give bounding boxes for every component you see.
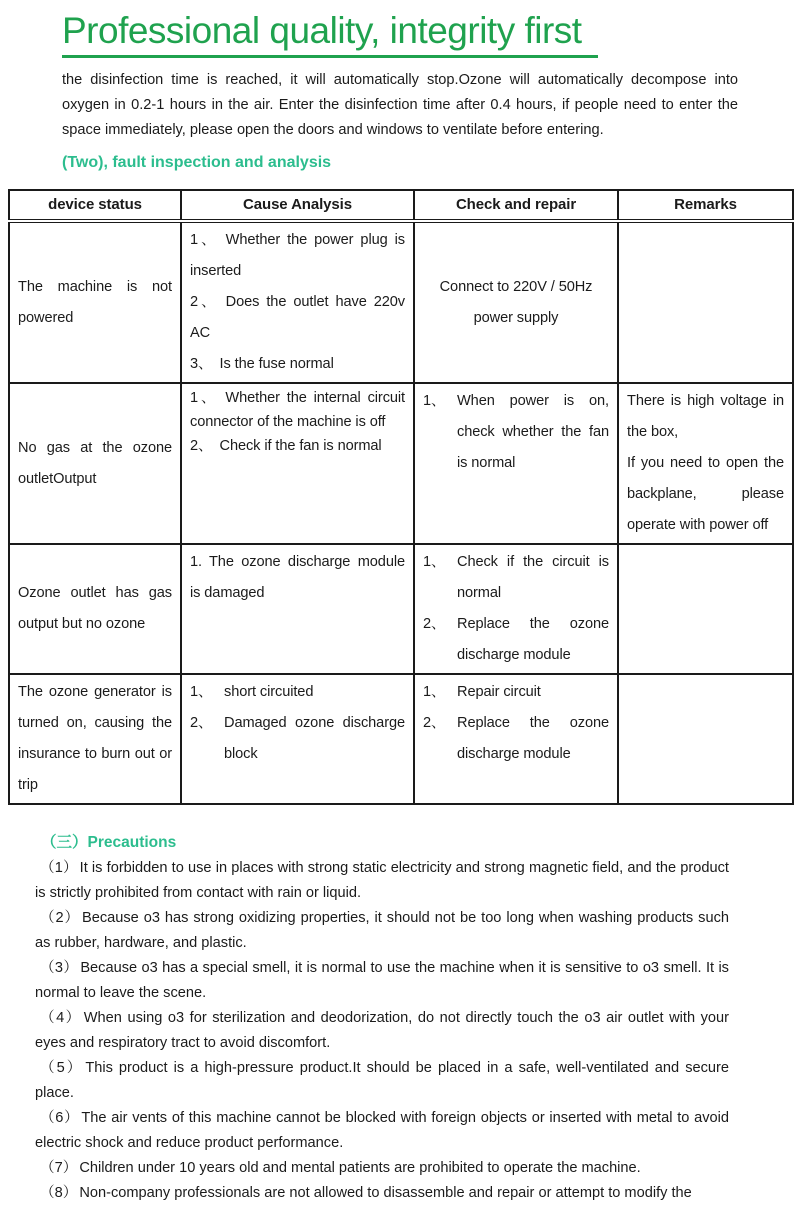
table-row-machine-not-powered xyxy=(9,221,793,383)
remark-paragraph: If you need to open the backplane, please operate with power off xyxy=(627,455,784,533)
cell-check-and-repair: Connect to 220V / 50Hz power supply xyxy=(414,221,618,383)
cell-remarks-empty xyxy=(618,544,793,674)
cell-remarks-empty xyxy=(618,674,793,804)
list-item-number: 1、 xyxy=(423,393,446,409)
table-row-no-gas-at-outlet xyxy=(9,383,793,544)
cell-remarks xyxy=(618,383,793,544)
list-item-text: Is the fuse normal xyxy=(219,356,334,372)
list-item xyxy=(423,677,609,708)
precaution-item-2 xyxy=(35,906,729,956)
list-item-number: 2、 xyxy=(190,294,219,310)
cell-check-and-repair xyxy=(414,544,618,674)
precaution-item-7 xyxy=(35,1156,729,1181)
cell-remarks-empty xyxy=(618,221,793,383)
precaution-item-5 xyxy=(35,1056,729,1106)
precautions-heading-label: Precautions xyxy=(87,834,177,851)
list-item-text: Does the outlet have 220v AC xyxy=(190,294,405,341)
precaution-text: Children under 10 years old and mental patients are prohibited to operate the machine. xyxy=(79,1160,641,1176)
precautions-heading-prefix: （三） xyxy=(41,834,88,851)
list-item xyxy=(190,349,405,380)
cell-device-status: No gas at the ozone outletOutput xyxy=(9,383,181,544)
precaution-number: （4） xyxy=(40,1010,82,1026)
precaution-item-1 xyxy=(35,856,729,906)
precautions-heading xyxy=(35,830,729,856)
cell-device-status: Ozone outlet has gas output but no ozone xyxy=(9,544,181,674)
list-item xyxy=(423,609,609,671)
precaution-text: It is forbidden to use in places with strong static electricity and strong magnetic field, and the product is strictly prohibited from contact with rain or liquid. xyxy=(35,860,729,901)
precaution-number: （3） xyxy=(40,960,79,976)
cell-cause-analysis xyxy=(181,674,414,804)
table-row-generator-insurance-trip xyxy=(9,674,793,804)
list-item-number: 1. xyxy=(190,554,202,570)
precaution-item-3 xyxy=(35,956,729,1006)
list-item-text: Check if the fan is normal xyxy=(219,438,382,454)
list-item xyxy=(190,708,405,770)
list-item-number: 3、 xyxy=(190,356,213,372)
list-item xyxy=(423,708,609,770)
cell-cause-analysis xyxy=(181,383,414,544)
manual-page xyxy=(0,10,800,1201)
col-header-cause-analysis: Cause Analysis xyxy=(181,190,414,221)
precaution-number: （5） xyxy=(40,1060,84,1076)
list-item xyxy=(190,434,405,458)
col-header-remarks: Remarks xyxy=(618,190,793,221)
list-item-number: 1、 xyxy=(423,554,446,570)
cell-cause-analysis xyxy=(181,221,414,383)
intro-paragraph: the disinfection time is reached, it will automatically stop.Ozone will automatically decompose into oxygen in 0.2-1 hours in the air. Enter the disinfection time after 0.4 hours, if people need to enter the space immediately, please open the doors and windows to ventilate before entering. xyxy=(62,72,738,138)
table-row-gas-but-no-ozone xyxy=(9,544,793,674)
precaution-text: The air vents of this machine cannot be blocked with foreign objects or inserted with metal to avoid electric shock and reduce product performance. xyxy=(35,1110,729,1151)
list-item-text: When power is on, check whether the fan is normal xyxy=(457,393,609,471)
remark-paragraph: There is high voltage in the box, xyxy=(627,393,784,440)
page-title-text: Professional quality, integrity first xyxy=(62,10,598,58)
list-item-text: Replace the ozone discharge module xyxy=(457,715,609,762)
list-item-text: short circuited xyxy=(224,684,314,700)
cell-check-and-repair xyxy=(414,674,618,804)
precaution-number: （7） xyxy=(40,1160,78,1176)
precaution-text: This product is a high-pressure product.It should be placed in a safe, well-ventilated and secure place. xyxy=(35,1060,730,1101)
list-item-text: Whether the internal circuit connector of the machine is off xyxy=(190,390,406,430)
list-item xyxy=(423,386,609,479)
precaution-text: When using o3 for sterilization and deodorization, do not directly touch the o3 air outlet with your eyes and respiratory tract to avoid discomfort. xyxy=(35,1010,730,1051)
col-header-check-and-repair: Check and repair xyxy=(414,190,618,221)
fault-table xyxy=(8,189,794,805)
list-item-text: Repair circuit xyxy=(457,684,541,700)
list-item-number: 2、 xyxy=(423,616,446,632)
list-item-number: 1、 xyxy=(190,232,219,248)
list-item xyxy=(190,287,405,349)
precaution-item-4 xyxy=(35,1006,729,1056)
list-item xyxy=(190,225,405,287)
list-item-number: 1、 xyxy=(190,684,213,700)
cell-check-and-repair xyxy=(414,383,618,544)
col-header-device-status: device status xyxy=(9,190,181,221)
precaution-item-6 xyxy=(35,1106,729,1156)
precaution-item-8 xyxy=(35,1181,729,1206)
cell-device-status: The machine is not powered xyxy=(9,221,181,383)
list-item-number: 2、 xyxy=(190,715,213,731)
list-item-number: 2、 xyxy=(190,438,213,454)
table-header-row xyxy=(9,190,793,221)
precautions-section xyxy=(35,830,729,1206)
precaution-number: （6） xyxy=(40,1110,80,1126)
list-item-text: Check if the circuit is normal xyxy=(457,554,609,601)
list-item xyxy=(190,386,405,434)
precaution-number: （8） xyxy=(40,1185,78,1201)
list-item-text: The ozone discharge module is damaged xyxy=(190,554,405,601)
list-item-text: Whether the power plug is inserted xyxy=(190,232,405,279)
page-title xyxy=(62,10,800,58)
list-item xyxy=(423,547,609,609)
precaution-number: （2） xyxy=(40,910,80,926)
precaution-text: Because o3 has strong oxidizing properties, it should not be too long when washing products such as rubber, hardware, and plastic. xyxy=(35,910,729,951)
list-item-number: 2、 xyxy=(423,715,446,731)
cell-cause-analysis xyxy=(181,544,414,674)
list-item-number: 1、 xyxy=(190,390,219,406)
precaution-text: Because o3 has a special smell, it is normal to use the machine when it is sensitive to o3 smell. It is normal to leave the scene. xyxy=(35,960,729,1001)
list-item-number: 1、 xyxy=(423,684,446,700)
precaution-text: Non-company professionals are not allowed to disassemble and repair or attempt to modify the xyxy=(79,1185,692,1201)
precaution-number: （1） xyxy=(40,860,78,876)
section-heading-fault-inspection: (Two), fault inspection and analysis xyxy=(62,154,332,171)
list-item xyxy=(190,677,405,708)
list-item-text: Replace the ozone discharge module xyxy=(457,616,609,663)
list-item xyxy=(190,547,405,609)
cell-device-status: The ozone generator is turned on, causing the insurance to burn out or trip xyxy=(9,674,181,804)
list-item-text: Damaged ozone discharge block xyxy=(224,715,405,762)
